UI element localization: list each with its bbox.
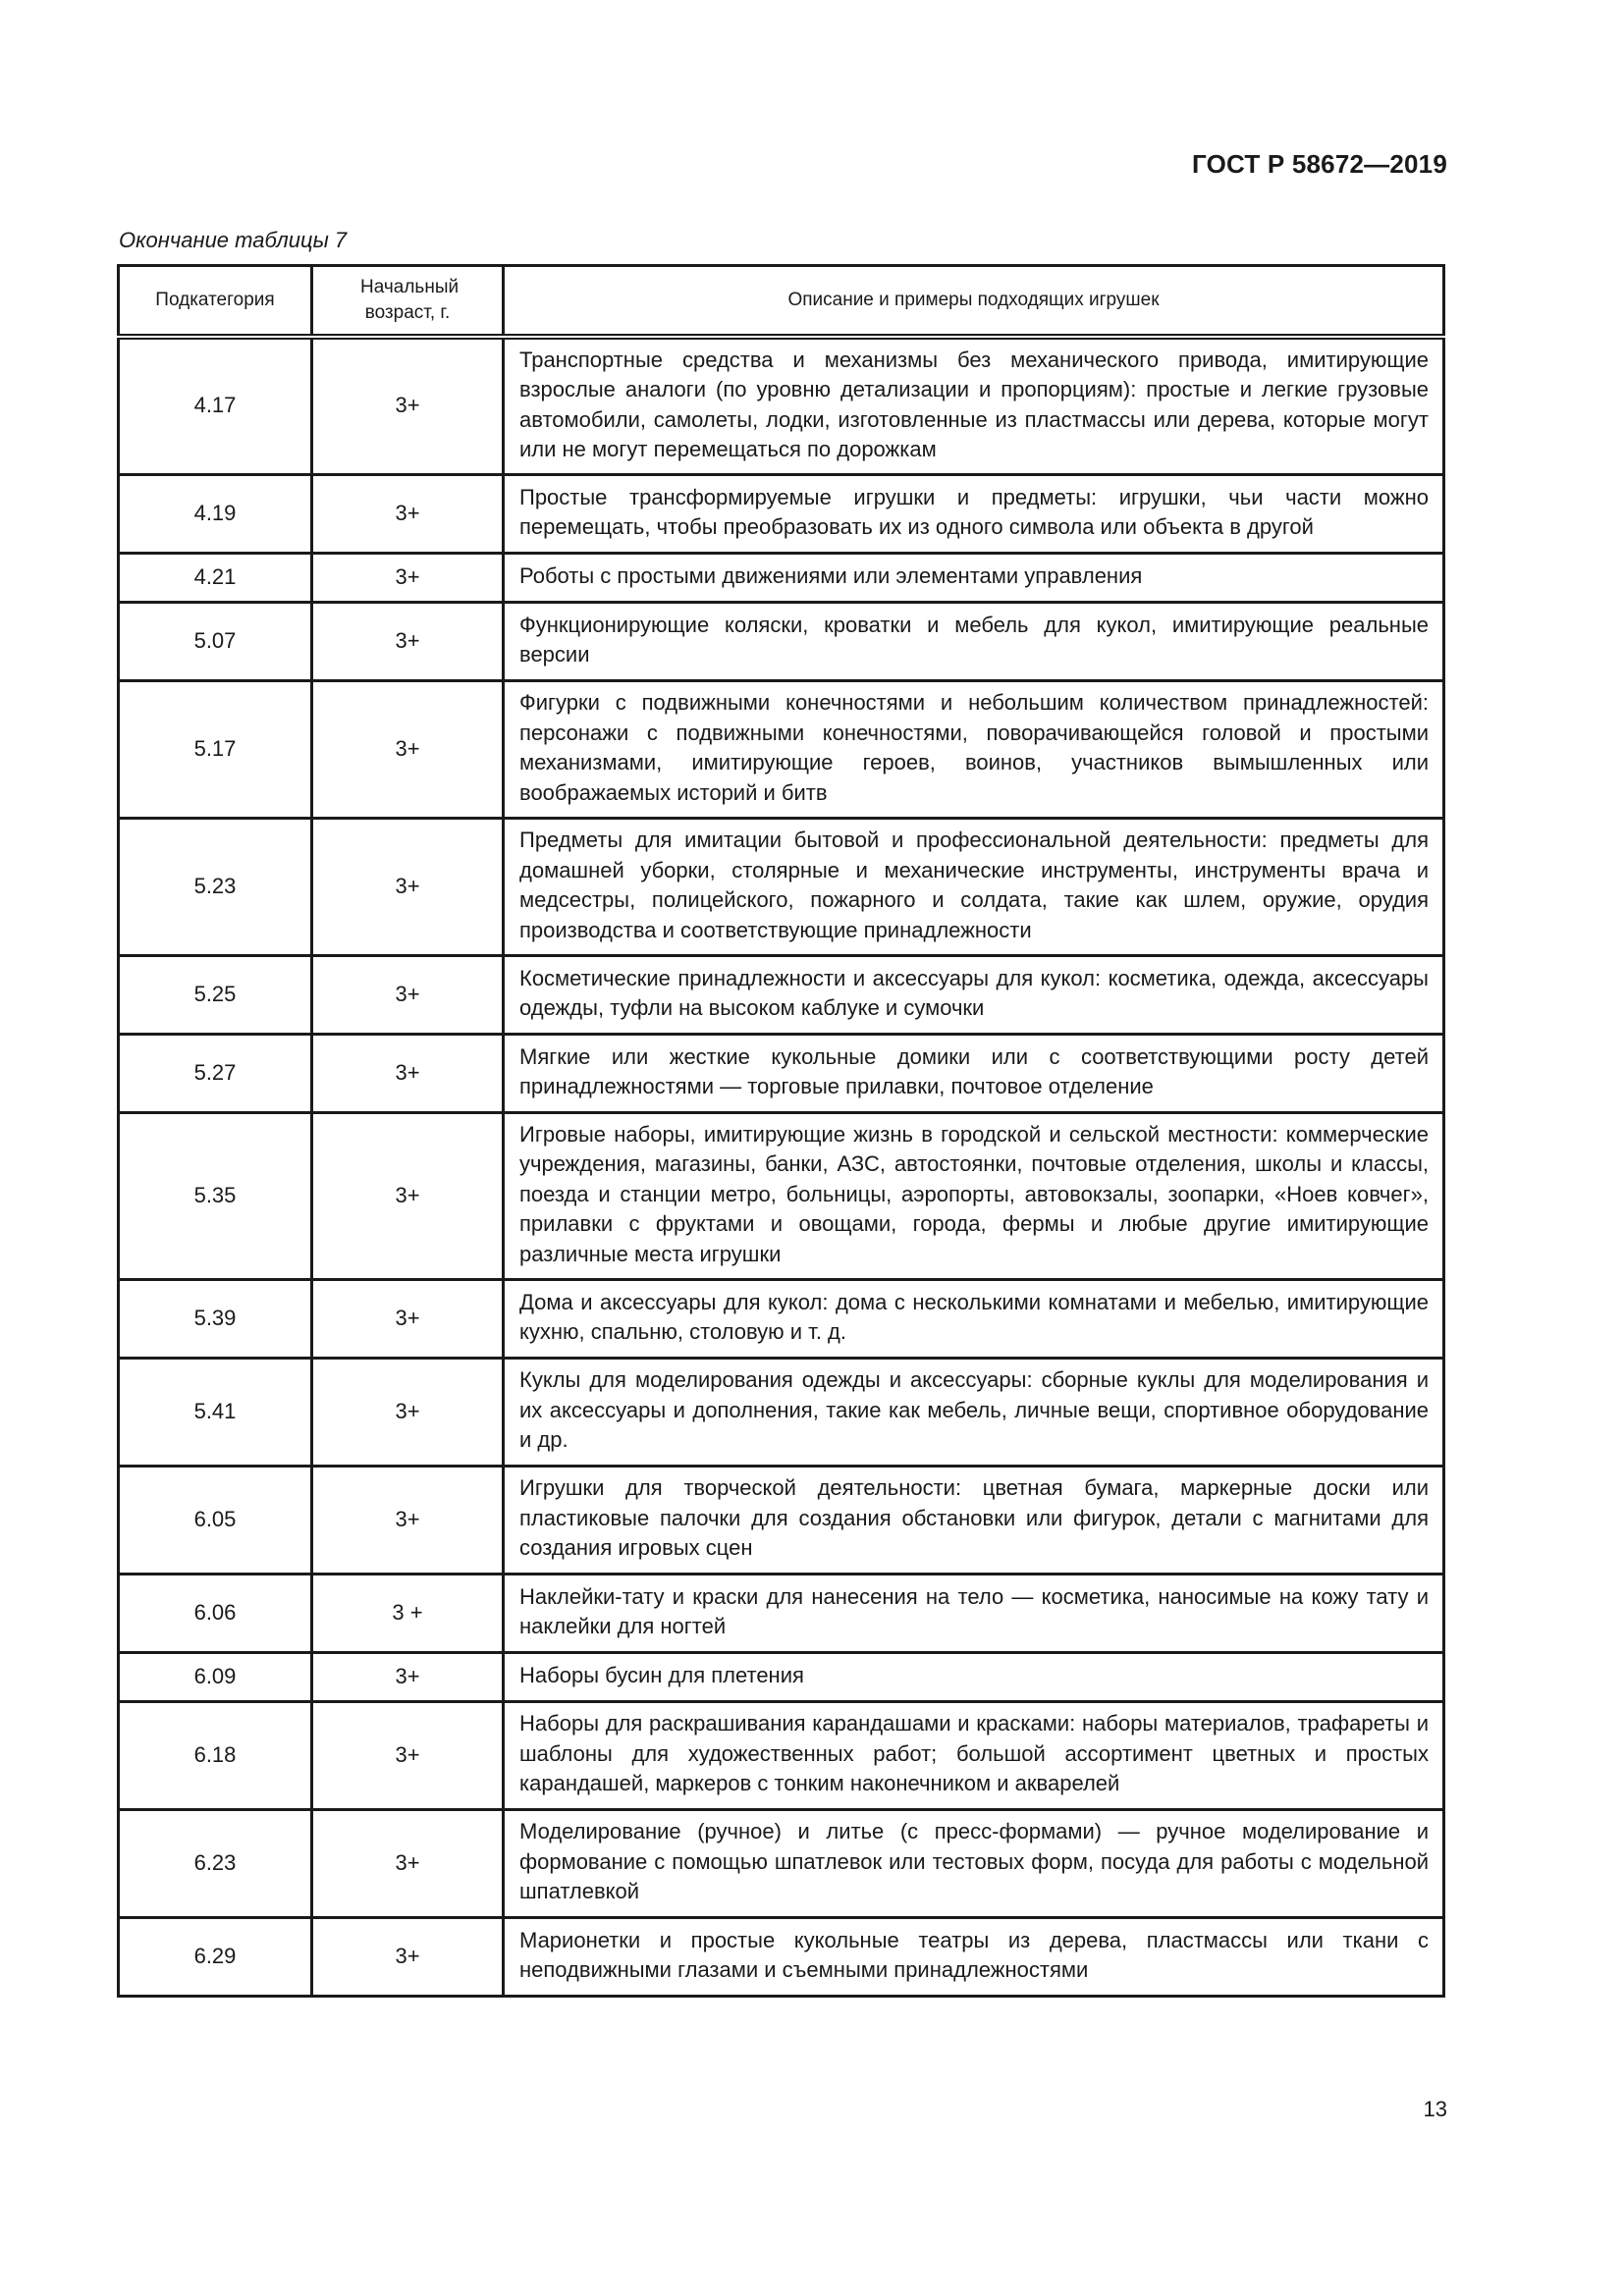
cell-description: Куклы для моделирования одежды и аксессуары: сборные куклы для моделирования и их аксессуары и дополнения, такие как мебель, личные вещи, спортивное оборудование и др. — [504, 1358, 1444, 1466]
cell-description: Функционирующие коляски, кроватки и мебель для кукол, имитирующие реальные версии — [504, 602, 1444, 680]
cell-start-age: 3+ — [312, 1917, 504, 1996]
table-row — [119, 553, 1444, 602]
table-row — [119, 680, 1444, 818]
table-row — [119, 1809, 1444, 1917]
cell-subcategory: 4.17 — [119, 337, 312, 475]
page-number: 13 — [1423, 2097, 1447, 2121]
cell-start-age: 3+ — [312, 337, 504, 475]
table-header — [119, 266, 1444, 337]
cell-subcategory: 6.18 — [119, 1701, 312, 1809]
table-body — [119, 337, 1444, 1997]
cell-subcategory: 5.25 — [119, 955, 312, 1034]
cell-subcategory: 5.39 — [119, 1279, 312, 1358]
cell-subcategory: 5.35 — [119, 1112, 312, 1279]
table-row — [119, 1279, 1444, 1358]
cell-start-age: 3+ — [312, 680, 504, 818]
table-row — [119, 818, 1444, 955]
cell-start-age: 3+ — [312, 602, 504, 680]
cell-description: Игровые наборы, имитирующие жизнь в городской и сельской местности: коммерческие учреждения, магазины, банки, АЗС, автостоянки, почтовые отделения, школы и классы, поезда и станции метро, больницы, аэропорты, автовокзалы, зоопарки, «Ноев ковчег», прилавки с фруктами и овощами, города, фермы и любые другие имитирующие различные места игрушки — [504, 1112, 1444, 1279]
column-header-start-age: Начальный возраст, г. — [312, 266, 504, 337]
cell-description: Наборы бусин для плетения — [504, 1652, 1444, 1701]
cell-subcategory: 5.41 — [119, 1358, 312, 1466]
cell-start-age: 3+ — [312, 955, 504, 1034]
cell-description: Простые трансформируемые игрушки и предметы: игрушки, чьи части можно перемещать, чтобы преобразовать их из одного символа или объекта в другой — [504, 474, 1444, 553]
cell-start-age: 3+ — [312, 1034, 504, 1112]
table-row — [119, 955, 1444, 1034]
cell-subcategory: 4.21 — [119, 553, 312, 602]
table-row — [119, 1112, 1444, 1279]
cell-description: Игрушки для творческой деятельности: цветная бумага, маркерные доски или пластиковые палочки для создания обстановки или фигурок, детали с магнитами для создания игровых сцен — [504, 1466, 1444, 1574]
cell-start-age: 3+ — [312, 474, 504, 553]
table-row — [119, 1917, 1444, 1996]
column-header-description: Описание и примеры подходящих игрушек — [504, 266, 1444, 337]
cell-start-age: 3+ — [312, 1466, 504, 1574]
document-code: ГОСТ Р 58672—2019 — [1192, 149, 1447, 179]
cell-start-age: 3+ — [312, 818, 504, 955]
cell-subcategory: 4.19 — [119, 474, 312, 553]
table-row — [119, 1466, 1444, 1574]
table-row — [119, 337, 1444, 475]
cell-start-age: 3+ — [312, 1358, 504, 1466]
cell-description: Роботы с простыми движениями или элементами управления — [504, 553, 1444, 602]
table-row — [119, 1358, 1444, 1466]
cell-subcategory: 6.23 — [119, 1809, 312, 1917]
cell-start-age: 3+ — [312, 1112, 504, 1279]
table-row — [119, 602, 1444, 680]
toy-categories-table — [117, 264, 1445, 1998]
table-row — [119, 1652, 1444, 1701]
cell-start-age: 3+ — [312, 1701, 504, 1809]
cell-subcategory: 5.27 — [119, 1034, 312, 1112]
cell-description: Дома и аксессуары для кукол: дома с несколькими комнатами и мебелью, имитирующие кухню, спальню, столовую и т. д. — [504, 1279, 1444, 1358]
cell-start-age: 3+ — [312, 1279, 504, 1358]
cell-description: Марионетки и простые кукольные театры из дерева, пластмассы или ткани с неподвижными глазами и съемными принадлежностями — [504, 1917, 1444, 1996]
cell-start-age: 3+ — [312, 1809, 504, 1917]
table-row — [119, 1034, 1444, 1112]
cell-description: Наклейки-тату и краски для нанесения на тело — косметика, наносимые на кожу тату и наклейки для ногтей — [504, 1574, 1444, 1652]
table-row — [119, 1574, 1444, 1652]
cell-subcategory: 5.07 — [119, 602, 312, 680]
table-row — [119, 1701, 1444, 1809]
cell-subcategory: 5.23 — [119, 818, 312, 955]
cell-description: Моделирование (ручное) и литье (с пресс-формами) — ручное моделирование и формование с помощью шпатлевок или тестовых форм, посуда для работы с модельной шпатлевкой — [504, 1809, 1444, 1917]
table-row — [119, 474, 1444, 553]
cell-start-age: 3+ — [312, 553, 504, 602]
cell-start-age: 3 + — [312, 1574, 504, 1652]
cell-subcategory: 6.06 — [119, 1574, 312, 1652]
column-header-subcategory: Подкатегория — [119, 266, 312, 337]
cell-description: Фигурки с подвижными конечностями и небольшим количеством принадлежностей: персонажи с подвижными конечностями, поворачивающейся головой и простыми механизмами, имитирующие героев, воинов, участников вымышленных или воображаемых историй и битв — [504, 680, 1444, 818]
table-caption: Окончание таблицы 7 — [119, 228, 348, 252]
cell-description: Транспортные средства и механизмы без механического привода, имитирующие взрослые аналоги (по уровню детализации и пропорциям): простые и легкие грузовые автомобили, самолеты, лодки, изготовленные из пластмассы или дерева, которые могут или не могут перемещаться по дорожкам — [504, 337, 1444, 475]
cell-description: Наборы для раскрашивания карандашами и красками: наборы материалов, трафареты и шаблоны для художественных работ; большой ассортимент цветных и простых карандашей, маркеров с тонким наконечником и акварелей — [504, 1701, 1444, 1809]
cell-description: Мягкие или жесткие кукольные домики или с соответствующими росту детей принадлежностями — торговые прилавки, почтовое отделение — [504, 1034, 1444, 1112]
cell-subcategory: 6.05 — [119, 1466, 312, 1574]
cell-description: Косметические принадлежности и аксессуары для кукол: косметика, одежда, аксессуары одежды, туфли на высоком каблуке и сумочки — [504, 955, 1444, 1034]
cell-subcategory: 5.17 — [119, 680, 312, 818]
cell-subcategory: 6.09 — [119, 1652, 312, 1701]
cell-subcategory: 6.29 — [119, 1917, 312, 1996]
cell-start-age: 3+ — [312, 1652, 504, 1701]
cell-description: Предметы для имитации бытовой и профессиональной деятельности: предметы для домашней уборки, столярные и механические инструменты, инструменты врача и медсестры, полицейского, пожарного и солдата, такие как шлем, оружие, орудия производства и соответствующие принадлежности — [504, 818, 1444, 955]
